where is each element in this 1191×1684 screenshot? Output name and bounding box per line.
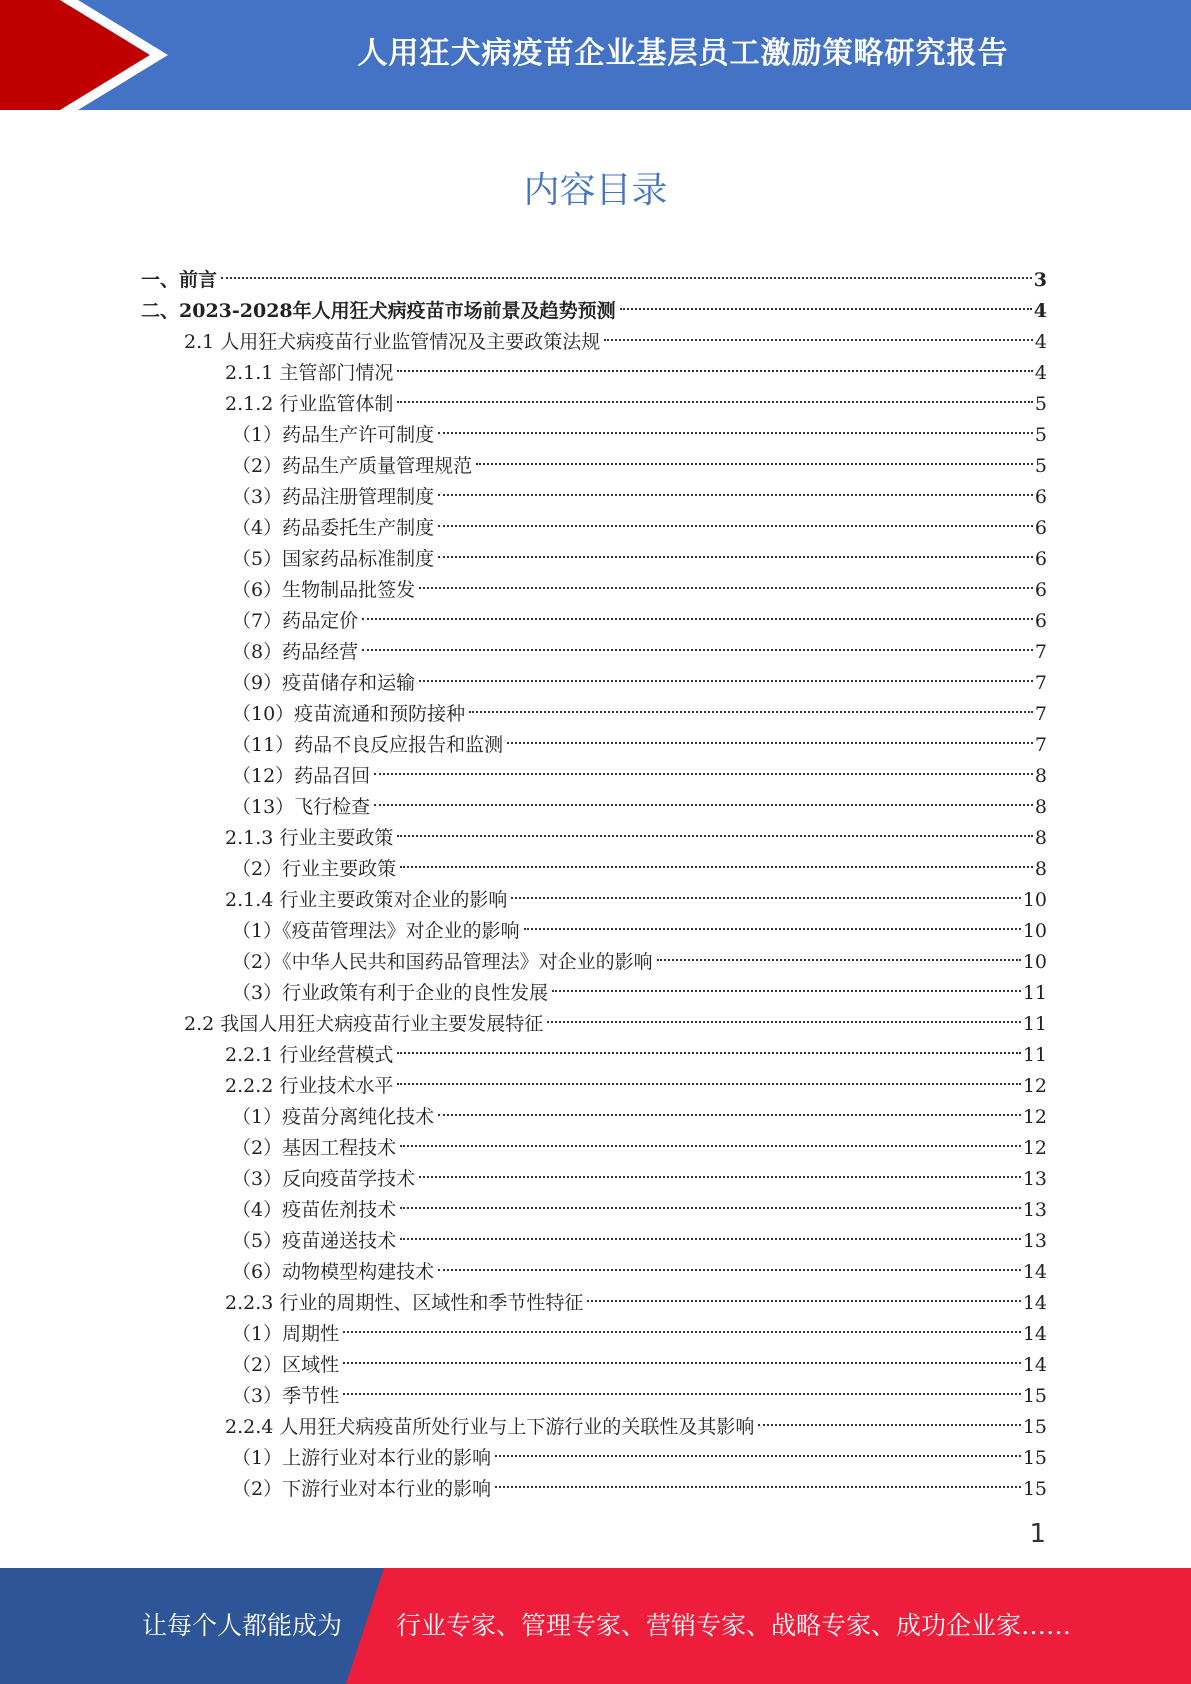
toc-entry[interactable]: （2）《中华人民共和国药品管理法》对企业的影响 10 bbox=[232, 935, 1047, 966]
toc-entry[interactable]: （2）基因工程技术 12 bbox=[232, 1121, 1047, 1152]
toc-entry[interactable]: （3）反向疫苗学技术 13 bbox=[232, 1152, 1047, 1183]
footer-slogan-left: 让每个人都能成为 bbox=[142, 1611, 343, 1640]
toc-entry[interactable]: 2.1.2 行业监管体制 5 bbox=[225, 377, 1047, 408]
toc-entry[interactable]: （3）行业政策有利于企业的良性发展 11 bbox=[232, 966, 1047, 997]
toc-entry[interactable]: 2.2.3 行业的周期性、区域性和季节性特征 14 bbox=[225, 1276, 1047, 1307]
toc-entry[interactable]: （2）区域性 14 bbox=[232, 1338, 1047, 1369]
toc-entry[interactable]: 2.1.3 行业主要政策 8 bbox=[225, 811, 1047, 842]
document-title: 人用狂犬病疫苗企业基层员工激励策略研究报告 bbox=[357, 36, 1009, 71]
toc-entry[interactable]: 二、2023-2028年人用狂犬病疫苗市场前景及趋势预测 4 bbox=[141, 284, 1047, 315]
toc-entry[interactable]: （1）上游行业对本行业的影响 15 bbox=[232, 1431, 1047, 1462]
toc-entry[interactable]: （6）动物模型构建技术 14 bbox=[232, 1245, 1047, 1276]
toc-entry[interactable]: （2）下游行业对本行业的影响 15 bbox=[232, 1462, 1047, 1493]
toc-entry[interactable]: （5）国家药品标准制度 6 bbox=[232, 532, 1047, 563]
toc-entry[interactable]: 2.2.2 行业技术水平 12 bbox=[225, 1059, 1047, 1090]
toc-entry[interactable]: （3）药品注册管理制度 6 bbox=[232, 470, 1047, 501]
toc-entry[interactable]: （9）疫苗储存和运输 7 bbox=[232, 656, 1047, 687]
toc-entry[interactable]: （11）药品不良反应报告和监测 7 bbox=[232, 718, 1047, 749]
toc-entry[interactable]: 2.1.1 主管部门情况 4 bbox=[225, 346, 1047, 377]
toc-entry[interactable]: 2.1.4 行业主要政策对企业的影响 10 bbox=[225, 873, 1047, 904]
toc-entry[interactable]: （4）药品委托生产制度 6 bbox=[232, 501, 1047, 532]
toc-entry[interactable]: 2.2 我国人用狂犬病疫苗行业主要发展特征 11 bbox=[184, 997, 1047, 1028]
toc-entry[interactable]: （3）季节性 15 bbox=[232, 1369, 1047, 1400]
toc-entry[interactable]: （13）飞行检查 8 bbox=[232, 780, 1047, 811]
toc-entry[interactable]: 2.1 人用狂犬病疫苗行业监管情况及主要政策法规 4 bbox=[184, 315, 1047, 346]
toc-entry[interactable]: （8）药品经营 7 bbox=[232, 625, 1047, 656]
header-band bbox=[0, 0, 1191, 110]
toc-entry[interactable]: （5）疫苗递送技术 13 bbox=[232, 1214, 1047, 1245]
toc-entry[interactable]: （1）疫苗分离纯化技术 12 bbox=[232, 1090, 1047, 1121]
toc-entry[interactable]: （1）《疫苗管理法》对企业的影响 10 bbox=[232, 904, 1047, 935]
toc-entry[interactable]: （4）疫苗佐剂技术 13 bbox=[232, 1183, 1047, 1214]
toc-entry[interactable]: （1）药品生产许可制度 5 bbox=[232, 408, 1047, 439]
footer-slogan-right: 行业专家、管理专家、营销专家、战略专家、成功企业家…… bbox=[396, 1611, 1072, 1640]
toc-entry[interactable]: 一、前言 3 bbox=[141, 253, 1047, 284]
toc-entry[interactable]: （2）行业主要政策 8 bbox=[232, 842, 1047, 873]
toc-entry[interactable]: 2.2.4 人用狂犬病疫苗所处行业与上下游行业的关联性及其影响 15 bbox=[225, 1400, 1047, 1431]
toc-entry[interactable]: （2）药品生产质量管理规范 5 bbox=[232, 439, 1047, 470]
toc-entry[interactable]: （6）生物制品批签发 6 bbox=[232, 563, 1047, 594]
toc-entry[interactable]: （7）药品定价 6 bbox=[232, 594, 1047, 625]
toc-entry[interactable]: （1）周期性 14 bbox=[232, 1307, 1047, 1338]
toc-heading: 内容目录 bbox=[523, 170, 668, 211]
toc-entry[interactable]: 2.2.1 行业经营模式 11 bbox=[225, 1028, 1047, 1059]
page-number: 1 bbox=[1029, 1519, 1046, 1549]
footer-band bbox=[0, 1568, 1191, 1684]
toc-entry[interactable]: （10）疫苗流通和预防接种 7 bbox=[232, 687, 1047, 718]
toc-entry[interactable]: （12）药品召回 8 bbox=[232, 749, 1047, 780]
